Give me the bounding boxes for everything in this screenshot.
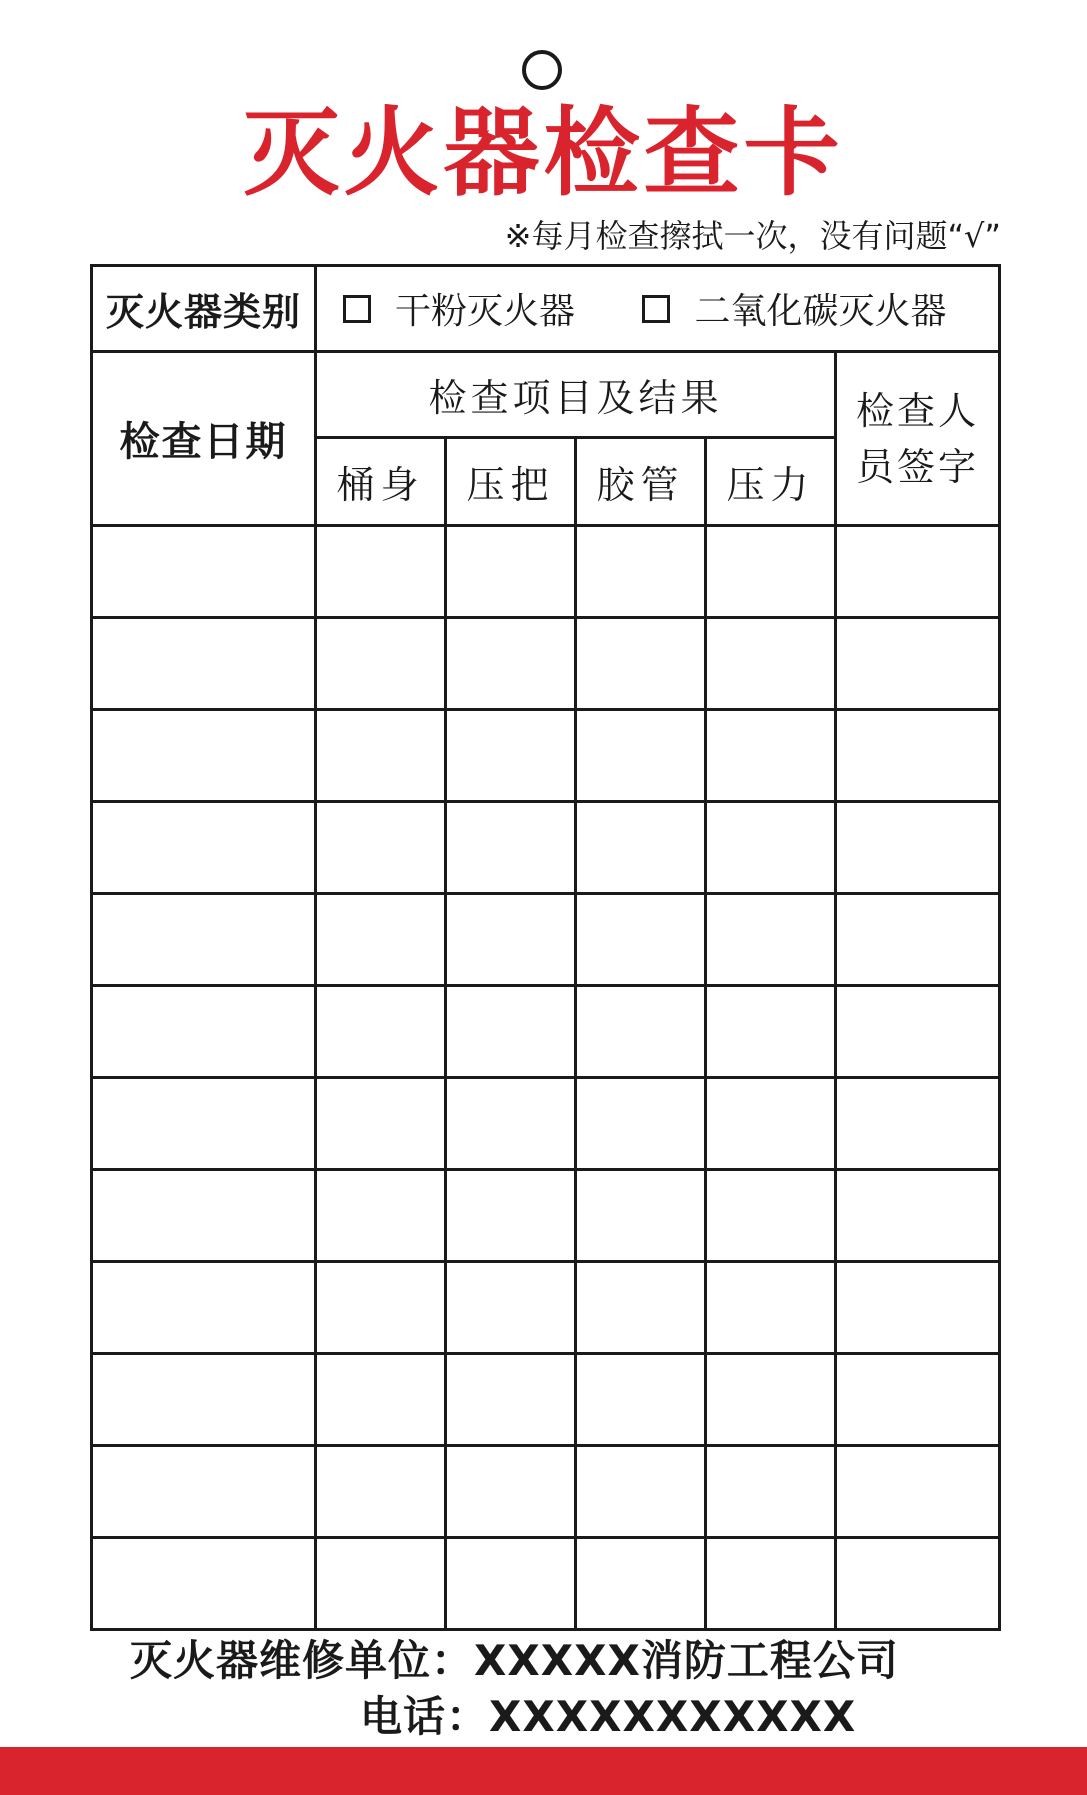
bottom-color-bar — [0, 1747, 1087, 1795]
record-cell-signature[interactable] — [836, 618, 1000, 710]
record-cell-hose[interactable] — [576, 894, 706, 986]
record-cell-date[interactable] — [92, 1170, 316, 1262]
header-row-1 — [92, 352, 1000, 438]
card-title: 灭火器检查卡 — [243, 96, 844, 209]
unit-value: XXXXX消防工程公司 — [474, 1636, 899, 1685]
record-row — [92, 1538, 1000, 1630]
record-cell-signature[interactable] — [836, 1354, 1000, 1446]
record-cell-pressure[interactable] — [706, 1538, 836, 1630]
record-cell-body[interactable] — [316, 1078, 446, 1170]
record-cell-signature[interactable] — [836, 986, 1000, 1078]
record-cell-pressure[interactable] — [706, 1078, 836, 1170]
record-row — [92, 802, 1000, 894]
record-cell-signature[interactable] — [836, 710, 1000, 802]
type-options — [316, 266, 1000, 352]
record-cell-body[interactable] — [316, 1262, 446, 1354]
record-cell-pressure[interactable] — [706, 1170, 836, 1262]
record-cell-handle[interactable] — [446, 1170, 576, 1262]
record-cell-date[interactable] — [92, 986, 316, 1078]
record-cell-hose[interactable] — [576, 1170, 706, 1262]
record-cell-handle[interactable] — [446, 618, 576, 710]
record-cell-pressure[interactable] — [706, 1262, 836, 1354]
record-row — [92, 1078, 1000, 1170]
record-cell-signature[interactable] — [836, 1446, 1000, 1538]
record-cell-body[interactable] — [316, 710, 446, 802]
footer-phone — [360, 1692, 856, 1742]
record-cell-handle[interactable] — [446, 1538, 576, 1630]
record-row — [92, 1262, 1000, 1354]
phone-value: XXXXXXXXXXX — [489, 1692, 857, 1741]
record-cell-date[interactable] — [92, 802, 316, 894]
record-cell-pressure[interactable] — [706, 802, 836, 894]
item-header-pressure: 压力 — [706, 438, 836, 526]
item-header-body: 桶身 — [316, 438, 446, 526]
record-row — [92, 1354, 1000, 1446]
record-cell-body[interactable] — [316, 986, 446, 1078]
record-cell-pressure[interactable] — [706, 1354, 836, 1446]
record-cell-handle[interactable] — [446, 1446, 576, 1538]
record-cell-body[interactable] — [316, 1354, 446, 1446]
record-cell-handle[interactable] — [446, 986, 576, 1078]
sign-header: 检查人员签字 — [836, 352, 1000, 526]
record-cell-signature[interactable] — [836, 802, 1000, 894]
record-cell-body[interactable] — [316, 802, 446, 894]
record-row — [92, 526, 1000, 618]
record-cell-hose[interactable] — [576, 618, 706, 710]
inspection-note: ※每月检查擦拭一次，没有问题“√” — [504, 217, 1001, 255]
record-cell-hose[interactable] — [576, 1354, 706, 1446]
record-cell-hose[interactable] — [576, 1262, 706, 1354]
footer-unit — [130, 1636, 899, 1686]
items-header: 检查项目及结果 — [316, 352, 836, 438]
record-cell-signature[interactable] — [836, 1538, 1000, 1630]
record-row — [92, 710, 1000, 802]
option-dry-powder[interactable] — [343, 283, 575, 334]
item-header-hose: 胶管 — [576, 438, 706, 526]
record-cell-pressure[interactable] — [706, 1446, 836, 1538]
record-cell-date[interactable] — [92, 1354, 316, 1446]
record-cell-signature[interactable] — [836, 1078, 1000, 1170]
option-co2[interactable] — [642, 283, 946, 334]
record-cell-date[interactable] — [92, 618, 316, 710]
record-cell-pressure[interactable] — [706, 894, 836, 986]
record-cell-handle[interactable] — [446, 894, 576, 986]
record-cell-date[interactable] — [92, 894, 316, 986]
record-cell-hose[interactable] — [576, 526, 706, 618]
record-cell-signature[interactable] — [836, 1170, 1000, 1262]
record-cell-handle[interactable] — [446, 1262, 576, 1354]
record-cell-signature[interactable] — [836, 526, 1000, 618]
record-cell-hose[interactable] — [576, 1538, 706, 1630]
checkbox-dry-powder[interactable] — [343, 295, 371, 323]
record-cell-body[interactable] — [316, 618, 446, 710]
hang-hole — [522, 50, 562, 90]
record-cell-handle[interactable] — [446, 802, 576, 894]
record-cell-handle[interactable] — [446, 1078, 576, 1170]
record-cell-signature[interactable] — [836, 1262, 1000, 1354]
type-label: 灭火器类别 — [92, 266, 316, 352]
phone-label: 电话： — [360, 1692, 490, 1741]
checkbox-co2[interactable] — [642, 295, 670, 323]
record-cell-pressure[interactable] — [706, 618, 836, 710]
date-header: 检查日期 — [92, 352, 316, 526]
record-cell-date[interactable] — [92, 1078, 316, 1170]
record-cell-hose[interactable] — [576, 710, 706, 802]
record-cell-hose[interactable] — [576, 1446, 706, 1538]
record-row — [92, 894, 1000, 986]
record-cell-hose[interactable] — [576, 986, 706, 1078]
record-row — [92, 986, 1000, 1078]
option-dry-powder-label: 干粉灭火器 — [395, 291, 576, 332]
option-co2-label: 二氧化碳灭火器 — [694, 291, 947, 332]
record-cell-signature[interactable] — [836, 894, 1000, 986]
record-cell-body[interactable] — [316, 1538, 446, 1630]
record-cell-hose[interactable] — [576, 802, 706, 894]
record-cell-pressure[interactable] — [706, 986, 836, 1078]
record-cell-pressure[interactable] — [706, 526, 836, 618]
record-cell-date[interactable] — [92, 710, 316, 802]
record-cell-hose[interactable] — [576, 1078, 706, 1170]
record-cell-handle[interactable] — [446, 1354, 576, 1446]
unit-label: 灭火器维修单位： — [130, 1636, 475, 1685]
record-cell-date[interactable] — [92, 1262, 316, 1354]
record-cell-body[interactable] — [316, 526, 446, 618]
type-row — [92, 266, 1000, 352]
record-cell-pressure[interactable] — [706, 710, 836, 802]
record-cell-date[interactable] — [92, 1446, 316, 1538]
record-row — [92, 618, 1000, 710]
record-cell-handle[interactable] — [446, 526, 576, 618]
record-cell-body[interactable] — [316, 1446, 446, 1538]
item-header-handle: 压把 — [446, 438, 576, 526]
record-row — [92, 1446, 1000, 1538]
record-cell-date[interactable] — [92, 526, 316, 618]
record-cell-body[interactable] — [316, 1170, 446, 1262]
record-cell-date[interactable] — [92, 1538, 316, 1630]
record-row — [92, 1170, 1000, 1262]
record-cell-handle[interactable] — [446, 710, 576, 802]
record-cell-body[interactable] — [316, 894, 446, 986]
inspection-table — [90, 264, 1001, 1631]
